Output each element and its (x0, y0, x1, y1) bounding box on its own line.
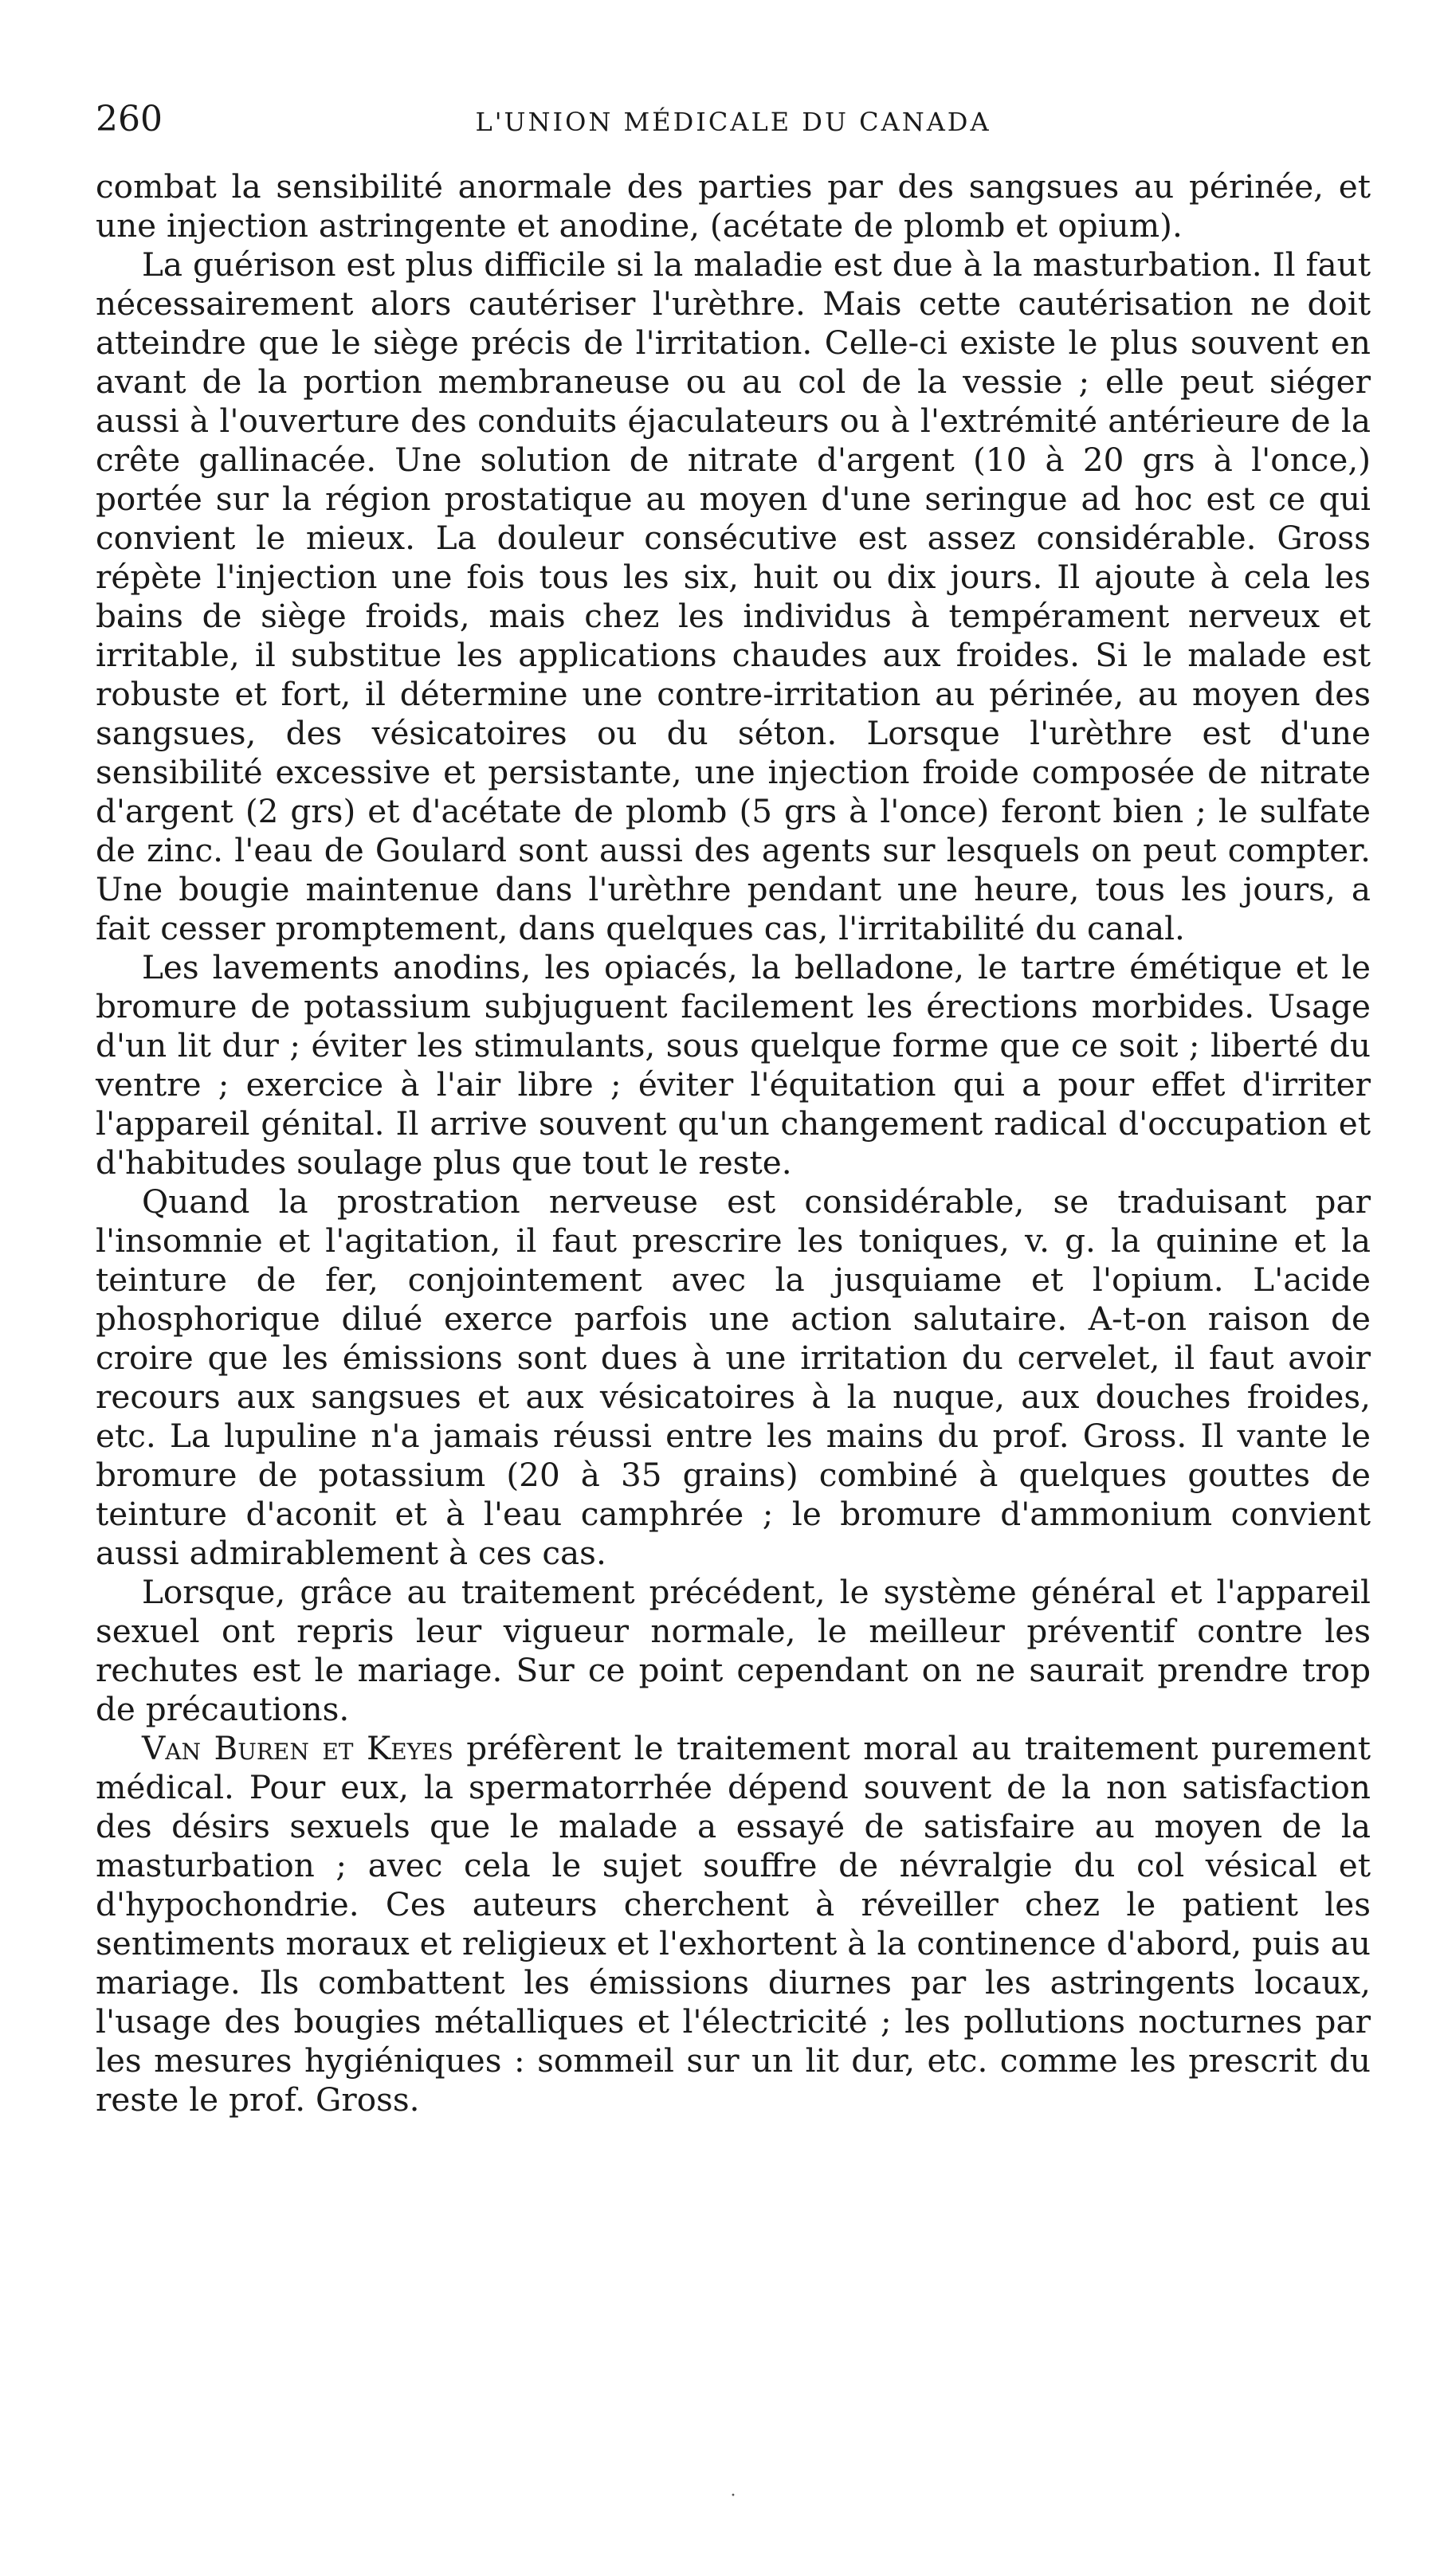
paragraph-1: combat la sensibilité anormale des parties par des sangsues au périnée, et une injection astringente et anodine, (acétate de plomb et opium). (96, 167, 1371, 245)
running-title: L'UNION MÉDICALE DU CANADA (475, 107, 991, 137)
footer-mark: · (730, 2486, 736, 2506)
page-number: 260 (96, 99, 163, 139)
page-header (96, 96, 1371, 151)
paragraph-3: Les lavements anodins, les opiacés, la belladone, le tartre émétique et le bromure de potassium subjuguent facilement les érections morbides. Usage d'un lit dur ; éviter les stimulants, sous quelque forme que ce soit ; liberté du ventre ; exercice à l'air libre ; éviter l'équitation qui a pour effet d'irriter l'appareil génital. Il arrive souvent qu'un changement radical d'occupation et d'habitudes soulage plus que tout le reste. (96, 948, 1371, 1182)
paragraph-5: Lorsque, grâce au traitement précédent, le système général et l'appareil sexuel ont repris leur vigueur normale, le meilleur préventif contre les rechutes est le mariage. Sur ce point cependant on ne saurait prendre trop de précautions. (96, 1573, 1371, 1728)
body-text (96, 167, 1371, 2119)
document-page (96, 96, 1371, 2550)
paragraph-2: La guérison est plus difficile si la maladie est due à la masturbation. Il faut nécessairement alors cautériser l'urèthre. Mais cette cautérisation ne doit atteindre que le siège précis de l'irritation. Celle-ci existe le plus souvent en avant de la portion membraneuse ou au col de la vessie ; elle peut siéger aussi à l'ouverture des conduits éjaculateurs ou à l'extrémité antérieure de la crête gallinacée. Une solution de nitrate d'argent (10 à 20 grs à l'once,) portée sur la région prostatique au moyen d'une seringue ad hoc est ce qui convient le mieux. La douleur consécutive est assez considérable. Gross répète l'injection une fois tous les six, huit ou dix jours. Il ajoute à cela les bains de siège froids, mais chez les individus à tempérament nerveux et irritable, il substitue les applications chaudes aux froides. Si le malade est robuste et fort, il détermine une contre-irritation au périnée, au moyen des sangsues, des vésicatoires ou du séton. Lorsque l'urèthre est d'une sensibilité excessive et persistante, une injection froide composée de nitrate d'argent (2 grs) et d'acétate de plomb (5 grs à l'once) feront bien ; le sulfate de zinc. l'eau de Goulard sont aussi des agents sur lesquels on peut compter. Une bougie maintenue dans l'urèthre pendant une heure, tous les jours, a fait cesser promptement, dans quelques cas, l'irritabilité du canal. (96, 245, 1371, 947)
author-names: Van Buren et Keyes (142, 1729, 453, 1767)
paragraph-4: Quand la prostration nerveuse est considérable, se traduisant par l'insomnie et l'agitation, il faut prescrire les toniques, v. g. la quinine et la teinture de fer, conjointement avec la jusquiame et l'opium. L'acide phosphorique dilué exerce parfois une action salutaire. A-t-on raison de croire que les émissions sont dues à une irritation du cervelet, il faut avoir recours aux sangsues et aux vésicatoires à la nuque, aux douches froides, etc. La lupuline n'a jamais réussi entre les mains du prof. Gross. Il vante le bromure de potassium (20 à 35 grains) combiné à quelques gouttes de teinture d'aconit et à l'eau camphrée ; le bromure d'ammonium convient aussi admirablement à ces cas. (96, 1182, 1371, 1572)
paragraph-6 (96, 1729, 1371, 2119)
paragraph-6-text: préfèrent le traitement moral au traitement purement médical. Pour eux, la spermatorrhée dépend souvent de la non satisfaction des désirs sexuels que le malade a essayé de satisfaire au moyen de la masturbation ; avec cela le sujet souffre de névralgie du col vésical et d'hypochondrie. Ces auteurs cherchent à réveiller chez le patient les sentiments moraux et religieux et l'exhortent à la continence d'abord, puis au mariage. Ils combattent les émissions diurnes par les astringents locaux, l'usage des bougies métalliques et l'électricité ; les pollutions nocturnes par les mesures hygiéniques : sommeil sur un lit dur, etc. comme les prescrit du reste le prof. Gross. (96, 1729, 1371, 2119)
